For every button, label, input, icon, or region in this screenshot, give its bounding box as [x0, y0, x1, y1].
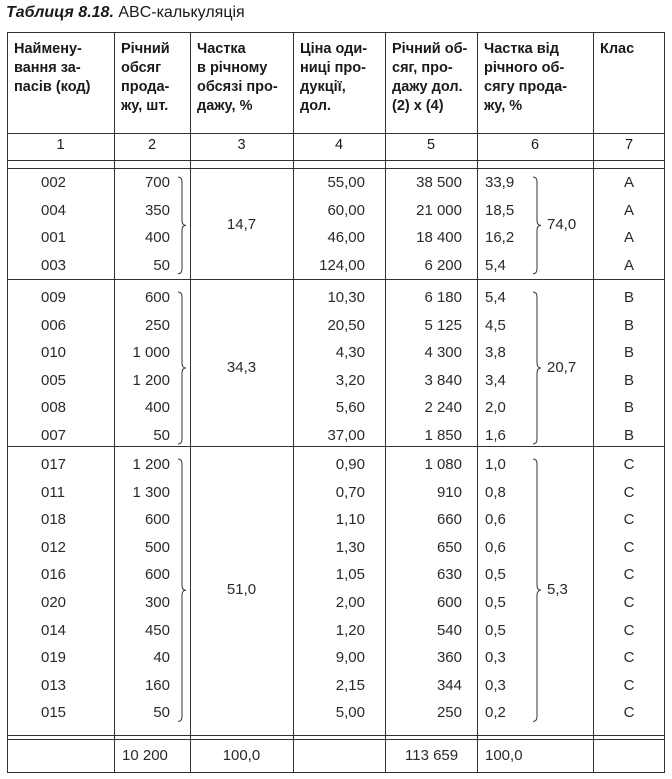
- quantity-cell: 50: [153, 256, 170, 274]
- price-cell: 46,00: [327, 229, 365, 247]
- table-rule: [7, 32, 665, 33]
- group-share-quantity: 51,0: [226, 581, 257, 599]
- code-cell: 013: [41, 676, 67, 694]
- column-number: 6: [530, 137, 540, 153]
- header-line: дажу дол.: [392, 79, 463, 95]
- value-cell: 6 180: [424, 289, 462, 306]
- percent-cell: 0,3: [485, 676, 506, 694]
- percent-cell: 2,0: [485, 399, 506, 417]
- header-line: Частка: [197, 41, 246, 57]
- percent-cell: 0,6: [485, 511, 506, 529]
- class-cell: C: [623, 621, 635, 639]
- percent-cell: 0,5: [485, 621, 506, 639]
- group-share-quantity: 14,7: [226, 216, 257, 234]
- header-line: пасів (код): [14, 79, 91, 95]
- percent-cell: 18,5: [485, 201, 515, 219]
- price-cell: 2,00: [335, 594, 365, 611]
- header-line: Річний об-: [392, 41, 468, 57]
- class-cell: A: [623, 174, 634, 191]
- price-cell: 0,90: [335, 456, 365, 473]
- header-line: річного об-: [484, 60, 565, 76]
- percent-cell: 33,9: [485, 174, 515, 191]
- value-cell: 540: [436, 621, 462, 639]
- header-line: дажу, %: [197, 98, 253, 114]
- value-cell: 630: [436, 566, 462, 584]
- value-cell: 600: [436, 594, 462, 611]
- total-share-quantity: 100,0: [222, 747, 261, 764]
- value-cell: 1 850: [424, 427, 462, 444]
- value-cell: 3 840: [424, 371, 462, 389]
- column-number: 7: [624, 137, 634, 153]
- header-line: вання за-: [14, 60, 81, 76]
- code-cell: 004: [41, 201, 67, 219]
- percent-group-brace: [532, 176, 542, 275]
- value-cell: 344: [436, 676, 462, 694]
- quantity-cell: 600: [144, 566, 170, 584]
- code-cell: 016: [41, 566, 67, 584]
- class-cell: C: [623, 676, 635, 694]
- quantity-cell: 1 300: [132, 483, 170, 501]
- column-header: [600, 40, 664, 59]
- table-rule: [7, 446, 665, 447]
- percent-group-brace: [532, 291, 542, 445]
- header-line: обсязі про-: [197, 79, 278, 95]
- quantity-cell: 600: [144, 289, 170, 306]
- price-cell: 37,00: [327, 427, 365, 444]
- header-line: жу, шт.: [121, 98, 169, 114]
- column-header: [197, 40, 292, 116]
- value-cell: 18 400: [416, 229, 462, 247]
- header-line: дукції,: [300, 79, 346, 95]
- code-cell: 003: [41, 256, 67, 274]
- caption-title: ABC-калькуляція: [118, 4, 245, 21]
- class-cell: A: [623, 256, 634, 274]
- class-cell: C: [623, 594, 635, 611]
- quantity-cell: 700: [144, 174, 170, 191]
- percent-cell: 5,4: [485, 256, 506, 274]
- price-cell: 20,50: [327, 316, 365, 334]
- percent-cell: 1,6: [485, 427, 506, 444]
- code-cell: 019: [41, 649, 67, 667]
- total-percent: 100,0: [485, 747, 523, 764]
- value-cell: 660: [436, 511, 462, 529]
- header-line: Клас: [600, 41, 635, 57]
- quantity-cell: 40: [153, 649, 170, 667]
- quantity-cell: 350: [144, 201, 170, 219]
- quantity-group-brace: [177, 176, 187, 275]
- header-line: Частка від: [484, 41, 559, 57]
- code-cell: 014: [41, 621, 67, 639]
- code-cell: 008: [41, 399, 67, 417]
- quantity-cell: 600: [144, 511, 170, 529]
- caption-label: Таблиця 8.18.: [6, 4, 114, 21]
- class-cell: B: [623, 289, 634, 306]
- price-cell: 1,10: [335, 511, 365, 529]
- code-cell: 015: [41, 704, 67, 722]
- code-cell: 009: [41, 289, 67, 306]
- class-cell: C: [623, 538, 635, 556]
- code-cell: 010: [41, 344, 67, 362]
- header-line: Ціна оди-: [300, 41, 368, 57]
- percent-cell: 16,2: [485, 229, 515, 247]
- percent-cell: 3,8: [485, 344, 506, 362]
- quantity-cell: 1 200: [132, 456, 170, 473]
- column-header: [392, 40, 476, 116]
- quantity-cell: 160: [144, 676, 170, 694]
- price-cell: 5,60: [335, 399, 365, 417]
- price-cell: 1,05: [335, 566, 365, 584]
- class-cell: B: [623, 316, 634, 334]
- table-rule: [7, 133, 665, 134]
- price-cell: 3,20: [335, 371, 365, 389]
- column-number: 5: [426, 137, 436, 153]
- value-cell: 1 080: [424, 456, 462, 473]
- class-cell: B: [623, 399, 634, 417]
- price-cell: 1,20: [335, 621, 365, 639]
- total-value: 113 659: [405, 747, 459, 764]
- group-share-value: 5,3: [547, 581, 568, 599]
- value-cell: 4 300: [424, 344, 462, 362]
- header-line: сяг, про-: [392, 60, 453, 76]
- value-cell: 2 240: [424, 399, 462, 417]
- percent-cell: 0,5: [485, 594, 506, 611]
- value-cell: 250: [436, 704, 462, 722]
- class-cell: C: [623, 649, 635, 667]
- table-rule: [7, 279, 665, 280]
- table-rule: [7, 735, 665, 736]
- percent-cell: 0,3: [485, 649, 506, 667]
- value-cell: 360: [436, 649, 462, 667]
- header-line: обсяг: [121, 60, 162, 76]
- quantity-cell: 400: [144, 399, 170, 417]
- class-cell: C: [623, 511, 635, 529]
- table-rule: [7, 739, 665, 740]
- group-share-quantity: 34,3: [226, 359, 257, 376]
- header-line: прода-: [121, 79, 170, 95]
- percent-cell: 0,6: [485, 538, 506, 556]
- column-header: [121, 40, 189, 116]
- price-cell: 2,15: [335, 676, 365, 694]
- column-number: 1: [56, 137, 65, 153]
- column-header: [484, 40, 592, 116]
- total-quantity: 10 200: [122, 747, 168, 764]
- value-cell: 38 500: [416, 174, 462, 191]
- header-line: дол.: [300, 98, 331, 114]
- code-cell: 001: [41, 229, 67, 247]
- header-line: в річному: [197, 60, 268, 76]
- price-cell: 5,00: [335, 704, 365, 722]
- value-cell: 6 200: [424, 256, 462, 274]
- group-share-value: 74,0: [547, 216, 577, 234]
- column-number: 3: [237, 137, 246, 153]
- class-cell: A: [623, 229, 634, 247]
- class-cell: B: [623, 371, 634, 389]
- price-cell: 124,00: [319, 256, 365, 274]
- column-header: [14, 40, 113, 97]
- code-cell: 011: [41, 483, 65, 501]
- column-number: 2: [147, 137, 157, 153]
- value-cell: 21 000: [416, 201, 462, 219]
- percent-group-brace: [532, 458, 542, 722]
- percent-cell: 1,0: [485, 456, 506, 473]
- table-rule: [7, 168, 665, 169]
- quantity-cell: 1 200: [132, 371, 170, 389]
- quantity-cell: 300: [144, 594, 170, 611]
- class-cell: C: [623, 483, 635, 501]
- price-cell: 0,70: [335, 483, 365, 501]
- abc-table: [7, 32, 665, 773]
- header-line: Річний: [121, 41, 170, 57]
- value-cell: 910: [436, 483, 462, 501]
- price-cell: 9,00: [335, 649, 365, 667]
- class-cell: C: [623, 704, 635, 722]
- value-cell: 650: [436, 538, 462, 556]
- percent-cell: 0,2: [485, 704, 506, 722]
- column-header: [300, 40, 384, 116]
- quantity-cell: 400: [144, 229, 170, 247]
- quantity-cell: 500: [144, 538, 170, 556]
- class-cell: C: [623, 456, 635, 473]
- percent-cell: 0,5: [485, 566, 506, 584]
- header-line: жу, %: [484, 98, 523, 114]
- code-cell: 020: [41, 594, 67, 611]
- quantity-cell: 50: [153, 427, 170, 444]
- class-cell: A: [623, 201, 634, 219]
- percent-cell: 3,4: [485, 371, 506, 389]
- code-cell: 005: [41, 371, 67, 389]
- code-cell: 002: [41, 174, 67, 191]
- quantity-group-brace: [177, 458, 187, 722]
- class-cell: B: [623, 427, 634, 444]
- table-rule: [7, 160, 665, 161]
- code-cell: 007: [41, 427, 67, 444]
- header-line: сягу прода-: [484, 79, 568, 95]
- header-line: Наймену-: [14, 41, 82, 57]
- header-line: ниці про-: [300, 60, 366, 76]
- quantity-cell: 50: [153, 704, 170, 722]
- quantity-cell: 1 000: [132, 344, 170, 362]
- class-cell: C: [623, 566, 635, 584]
- code-cell: 018: [41, 511, 67, 529]
- class-cell: B: [623, 344, 634, 362]
- group-share-value: 20,7: [547, 359, 577, 376]
- code-cell: 006: [41, 316, 67, 334]
- table-caption: [6, 4, 245, 22]
- percent-cell: 4,5: [485, 316, 506, 334]
- quantity-cell: 450: [144, 621, 170, 639]
- price-cell: 60,00: [327, 201, 365, 219]
- value-cell: 5 125: [424, 316, 462, 334]
- price-cell: 4,30: [335, 344, 365, 362]
- price-cell: 10,30: [327, 289, 365, 306]
- price-cell: 55,00: [327, 174, 365, 191]
- quantity-cell: 250: [144, 316, 170, 334]
- code-cell: 012: [41, 538, 67, 556]
- percent-cell: 5,4: [485, 289, 506, 306]
- column-number: 4: [334, 137, 344, 153]
- header-line: (2) х (4): [392, 98, 444, 114]
- code-cell: 017: [41, 456, 67, 473]
- quantity-group-brace: [177, 291, 187, 445]
- price-cell: 1,30: [335, 538, 365, 556]
- table-rule: [7, 772, 665, 773]
- percent-cell: 0,8: [485, 483, 506, 501]
